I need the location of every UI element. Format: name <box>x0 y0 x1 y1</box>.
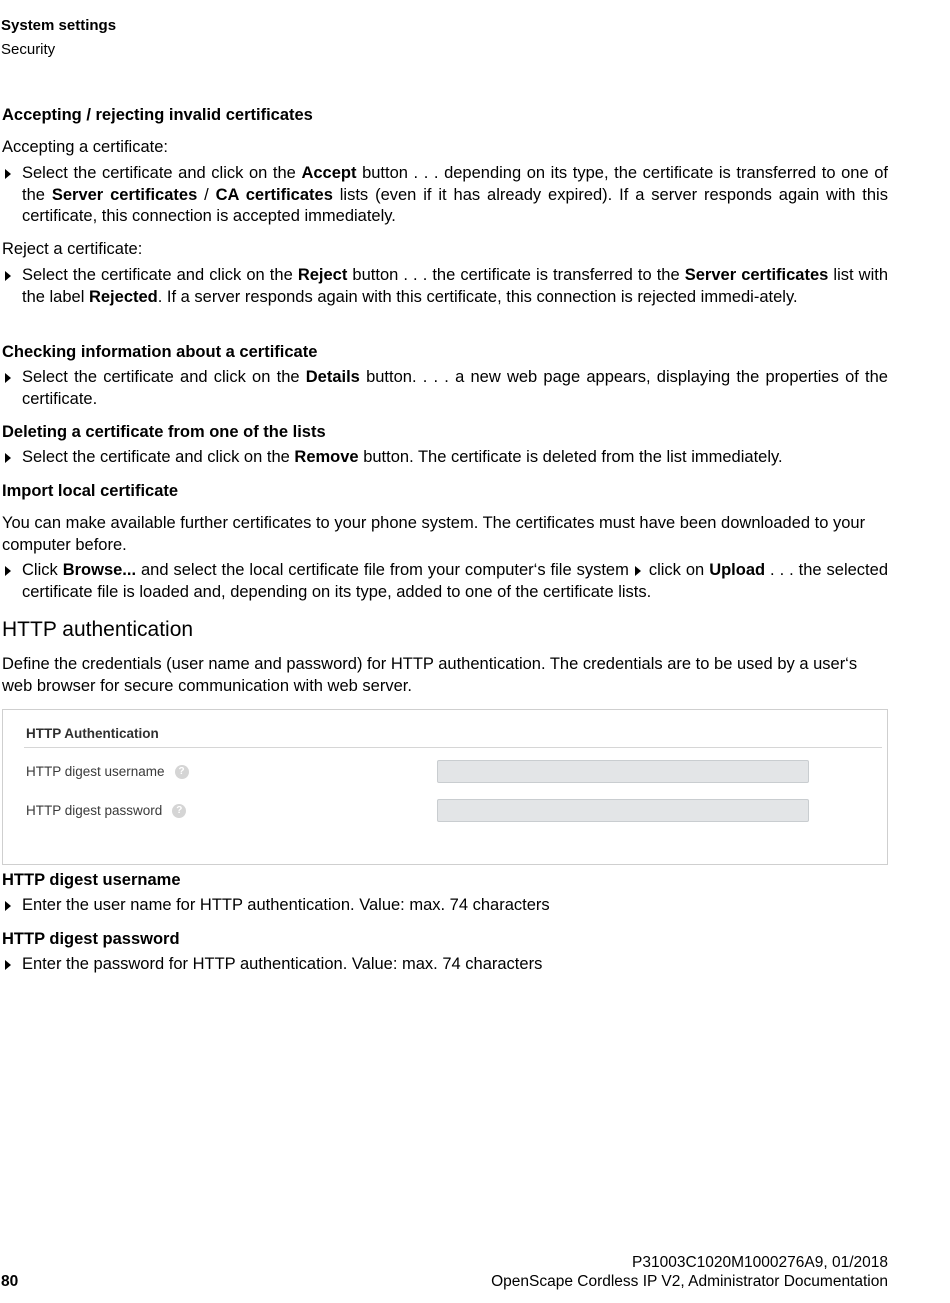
panel-divider <box>24 747 882 748</box>
password-desc-step <box>2 954 888 976</box>
footer-doc-title: OpenScape Cordless IP V2, Administrator Documentation <box>491 1273 888 1290</box>
import-heading: Import local certificate <box>2 482 179 500</box>
username-field-label: HTTP digest username ? <box>26 764 189 779</box>
remove-step-text: Select the certificate and click on the Remove button. The certificate is deleted from the list immediately. <box>22 448 783 466</box>
running-header-title: System settings <box>1 17 117 34</box>
password-desc-text: Enter the password for HTTP authentication. Value: max. 74 characters <box>22 955 543 973</box>
http-digest-password-input[interactable] <box>437 799 809 822</box>
bullet-triangle-icon <box>5 271 11 281</box>
username-desc-step <box>2 895 888 917</box>
accept-step-text: Select the certificate and click on the Accept button . . . depending on its type, the certificate is transferred to one of the Server certificates / CA certificates lists (even if it has already expired). If a server responds again with this certificate, this connection is accepted immediately. <box>22 164 888 225</box>
http-auth-heading: HTTP authentication <box>2 618 194 641</box>
details-step-text: Select the certificate and click on the Details button. . . . a new web page appears, displaying the properties of the certificate. <box>22 368 888 408</box>
username-desc-text: Enter the user name for HTTP authentication. Value: max. 74 characters <box>22 896 550 914</box>
footer-doc-id: P31003C1020M1000276A9, 01/2018 <box>632 1254 888 1271</box>
bullet-triangle-icon <box>5 566 11 576</box>
http-auth-paragraph: Define the credentials (user name and password) for HTTP authentication. The credentials are to be used by a user‘s web browser for secure communication with web server. <box>2 655 858 695</box>
accept-step <box>2 163 888 228</box>
details-step <box>2 367 888 410</box>
http-auth-screenshot-panel <box>2 709 888 865</box>
password-desc-heading: HTTP digest password <box>2 930 180 948</box>
help-icon[interactable]: ? <box>172 804 186 818</box>
bullet-triangle-icon <box>5 453 11 463</box>
password-field-label: HTTP digest password ? <box>26 803 186 818</box>
bullet-triangle-icon <box>5 373 11 383</box>
bullet-triangle-icon <box>5 960 11 970</box>
reject-step <box>2 265 888 308</box>
details-heading: Checking information about a certificate <box>2 343 318 361</box>
arrow-right-icon <box>635 566 641 576</box>
running-header-subtitle: Security <box>1 41 56 58</box>
username-desc-heading: HTTP digest username <box>2 871 181 889</box>
import-step-text: Click Browse... and select the local certificate file from your computer‘s file system click on Upload . . . the selected certificate file is loaded and, depending on its type, added to one of the certificate lists. <box>22 561 888 601</box>
reject-intro: Reject a certificate: <box>2 240 143 258</box>
http-digest-username-input[interactable] <box>437 760 809 783</box>
bullet-triangle-icon <box>5 901 11 911</box>
accept-intro: Accepting a certificate: <box>2 138 168 156</box>
reject-step-text: Select the certificate and click on the Reject button . . . the certificate is transferred to the Server certificates list with the label Rejected. If a server responds again with this certificate, this connection is rejected immedi-ately. <box>22 266 888 306</box>
help-icon[interactable]: ? <box>175 765 189 779</box>
remove-step <box>2 447 888 469</box>
panel-title: HTTP Authentication <box>26 726 159 741</box>
remove-heading: Deleting a certificate from one of the lists <box>2 423 326 441</box>
import-step <box>2 560 888 603</box>
accept-reject-heading: Accepting / rejecting invalid certificates <box>2 106 313 124</box>
bullet-triangle-icon <box>5 169 11 179</box>
import-paragraph: You can make available further certificates to your phone system. The certificates must have been downloaded to your computer before. <box>2 514 866 554</box>
footer-page-number: 80 <box>1 1273 19 1290</box>
